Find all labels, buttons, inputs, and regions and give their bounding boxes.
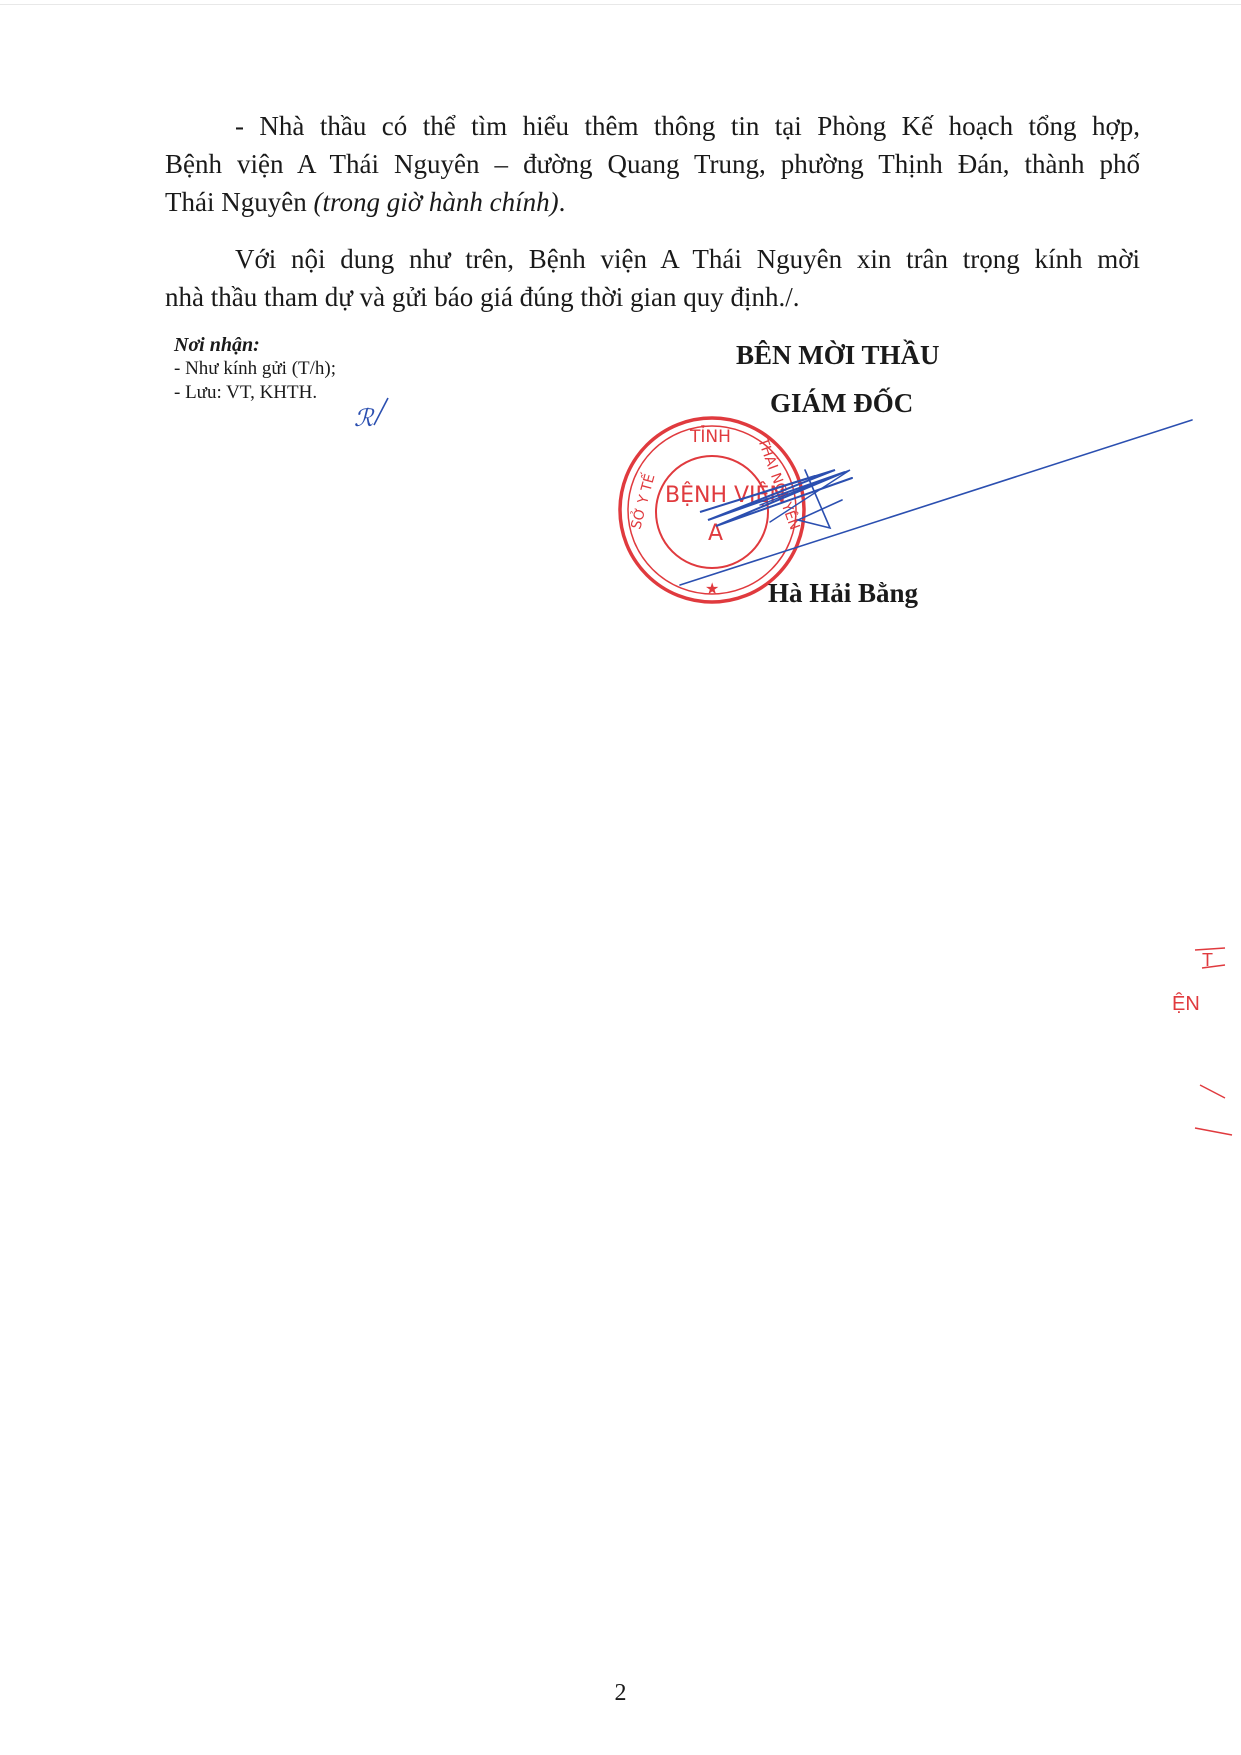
paragraph-line: - Nhà thầu có thể tìm hiểu thêm thông tin tại Phòng Kế hoạch tổng hợp, <box>235 111 1140 141</box>
paragraph-line: Bệnh viện A Thái Nguyên – đường Quang Trung, phường Thịnh Đán, thành phố <box>165 149 1140 179</box>
paragraph-line: nhà thầu tham dự và gửi báo giá đúng thời gian quy định./. <box>165 282 800 312</box>
recipients-heading: Nơi nhận: <box>174 334 260 356</box>
seal-ring-left: SỞ Y TẾ <box>628 472 659 532</box>
page-number: 2 <box>614 1680 627 1706</box>
seal-top-text: TỈNH <box>690 427 731 447</box>
italic-note: (trong giờ hành chính) <box>313 187 559 217</box>
org-title: BÊN MỜI THẦU <box>736 340 940 370</box>
recipient-item: - Như kính gửi (T/h); <box>174 358 337 379</box>
seal-star-icon: ★ <box>705 581 720 598</box>
seal-center-text: BỆNH VIỆN <box>665 483 786 508</box>
recipient-item: - Lưu: VT, KHTH. <box>174 382 318 403</box>
position-title: GIÁM ĐỐC <box>770 388 914 418</box>
seal-ring-right: THÁI NGUYÊN <box>754 435 803 533</box>
text-segment: Thái Nguyên <box>165 187 314 217</box>
paragraph-line: Với nội dung như trên, Bệnh viện A Thái Nguyên xin trân trọng kính mời <box>235 244 1140 274</box>
seal-center-letter: A <box>708 521 724 546</box>
text-segment: . <box>558 187 566 217</box>
edge-stamp-text: ỆN <box>1172 993 1200 1015</box>
initials-text: ℛ <box>354 404 374 432</box>
signer-name: Hà Hải Bằng <box>768 578 919 608</box>
edge-stamp-text: T <box>1202 950 1213 970</box>
